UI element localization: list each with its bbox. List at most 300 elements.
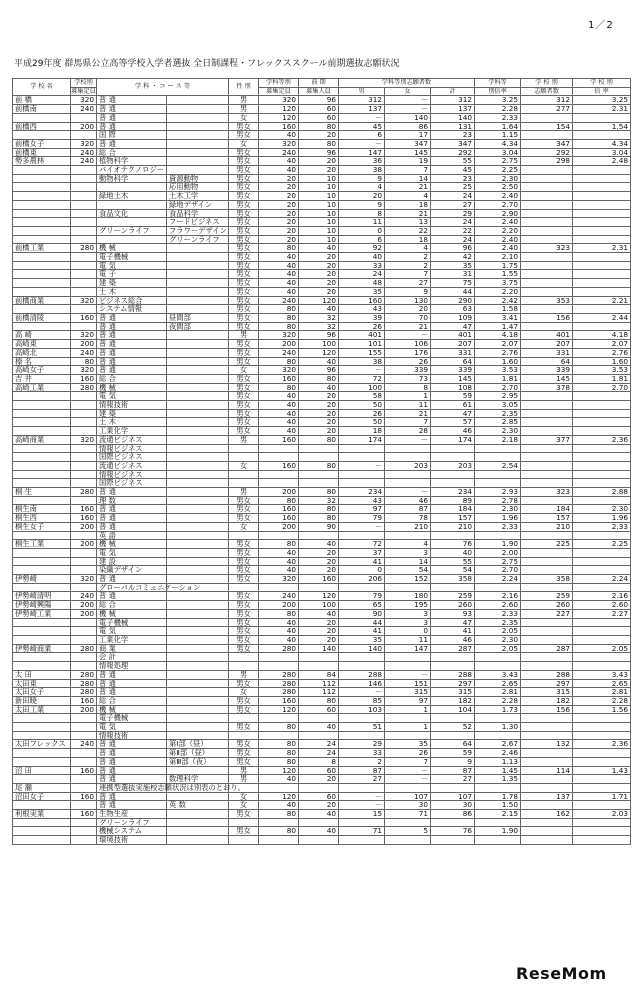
early-quota-cell: 96 [299,96,339,105]
dept-ratio-cell: 2.40 [475,244,521,253]
dept-quota-cell: 320 [259,366,299,375]
male-count-cell: 38 [339,166,385,175]
early-quota-cell: 20 [299,253,339,262]
early-quota-cell: 20 [299,157,339,166]
dept-ratio-cell: 2.40 [475,235,521,244]
total-count-cell: 182 [431,696,475,705]
gender-cell: 男 [229,435,259,444]
sub-course-cell [167,488,229,497]
dept-ratio-cell: 2.00 [475,548,521,557]
school-applicants-cell: 225 [521,540,573,549]
sub-course-cell [167,705,229,714]
gender-cell: 男 [229,775,259,784]
early-quota-cell: 80 [299,374,339,383]
gender-cell: 男女 [229,279,259,288]
school-name-cell [13,827,71,836]
school-ratio-cell: 2.44 [573,313,631,322]
sub-course-cell [167,723,229,732]
school-ratio-cell [573,200,631,209]
school-quota-cell: 320 [71,435,97,444]
gender-cell: 男女 [229,827,259,836]
dept-ratio-cell: 2.54 [475,461,521,470]
total-count-cell: 140 [431,113,475,122]
sub-course-cell [167,566,229,575]
early-quota-cell: 32 [299,313,339,322]
school-ratio-cell: 1.56 [573,705,631,714]
school-ratio-cell: 2.28 [573,696,631,705]
dept-ratio-cell: 2.30 [475,427,521,436]
gender-cell: 男女 [229,592,259,601]
early-quota-cell: 20 [299,557,339,566]
dept-ratio-cell: 2.16 [475,592,521,601]
female-count-cell: 9 [385,287,431,296]
course-cell: 普 通 [97,113,167,122]
course-cell: 普 通 [97,749,167,758]
dept-ratio-cell: 2.20 [475,287,521,296]
school-name-cell: 前橋工業 [13,244,71,253]
gender-cell: 男女 [229,392,259,401]
school-applicants-cell: 162 [521,810,573,819]
sub-course-cell [167,392,229,401]
total-count-cell: 339 [431,366,475,375]
total-count-cell: 203 [431,461,475,470]
school-quota-cell: 160 [71,514,97,523]
dept-quota-cell: 240 [259,148,299,157]
male-count-cell: 45 [339,122,385,131]
school-applicants-cell [521,714,573,723]
sub-course-cell [167,279,229,288]
school-name-cell: 吉 井 [13,374,71,383]
school-ratio-cell: 2.07 [573,340,631,349]
total-count-cell: 25 [431,183,475,192]
course-cell: 工業化学 [97,427,167,436]
female-count-cell: 151 [385,679,431,688]
early-quota-cell: 40 [299,540,339,549]
male-count-cell: 11 [339,218,385,227]
dept-ratio-cell: 2.28 [475,696,521,705]
gender-cell: 男女 [229,148,259,157]
sub-course-cell [167,157,229,166]
gender-cell: 男女 [229,740,259,749]
early-quota-cell: 10 [299,183,339,192]
female-count-cell: 21 [385,209,431,218]
school-quota-cell [71,618,97,627]
gender-cell: 男女 [229,557,259,566]
female-count-cell: 7 [385,270,431,279]
school-quota-cell: 160 [71,766,97,775]
school-name-cell [13,183,71,192]
female-count-cell: － [385,331,431,340]
gender-cell: 男女 [229,757,259,766]
total-count-cell [431,653,475,662]
school-quota-cell [71,461,97,470]
early-quota-cell: 20 [299,418,339,427]
total-count-cell: 109 [431,313,475,322]
header-early-bottom: 募集人員 [299,87,339,96]
total-count-cell: 59 [431,749,475,758]
early-quota-cell: 8 [299,757,339,766]
early-quota-cell: 80 [299,488,339,497]
total-count-cell: 42 [431,253,475,262]
sub-course-cell: グリーンライフ [167,235,229,244]
dept-quota-cell: 80 [259,723,299,732]
school-quota-cell [71,627,97,636]
page-number: 1／2 [588,20,614,31]
dept-quota-cell: 80 [259,383,299,392]
school-quota-cell: 200 [71,122,97,131]
school-ratio-cell [573,166,631,175]
female-count-cell: 26 [385,357,431,366]
dept-quota-cell: 40 [259,775,299,784]
table-row [13,757,631,766]
male-count-cell: 206 [339,575,385,584]
school-applicants-cell [521,174,573,183]
school-name-cell [13,470,71,479]
school-quota-cell [71,775,97,784]
school-quota-cell: 200 [71,705,97,714]
total-count-cell: 315 [431,688,475,697]
gender-cell: 男女 [229,166,259,175]
early-quota-cell: 100 [299,601,339,610]
school-name-cell: 伊勢崎商業 [13,644,71,653]
male-count-cell [339,783,385,792]
dept-quota-cell: 80 [259,740,299,749]
school-applicants-cell [521,270,573,279]
male-count-cell: － [339,792,385,801]
female-count-cell: 21 [385,409,431,418]
dept-ratio-cell: 2.60 [475,601,521,610]
sub-course-cell [167,662,229,671]
school-quota-cell: 280 [71,644,97,653]
gender-cell: 男女 [229,505,259,514]
school-name-cell [13,253,71,262]
male-count-cell: － [339,801,385,810]
gender-cell: 男女 [229,261,259,270]
female-count-cell: 97 [385,696,431,705]
course-cell: 情報技術 [97,401,167,410]
total-count-cell: 358 [431,575,475,584]
early-quota-cell: 60 [299,105,339,114]
course-cell: 総 合 [97,601,167,610]
dept-quota-cell [259,783,299,792]
male-count-cell: 26 [339,409,385,418]
school-quota-cell [71,270,97,279]
table-row [13,575,631,584]
dept-ratio-cell: 1.15 [475,131,521,140]
dept-quota-cell: 80 [259,244,299,253]
school-quota-cell [71,749,97,758]
dept-quota-cell: 320 [259,575,299,584]
school-quota-cell [71,470,97,479]
school-applicants-cell [521,392,573,401]
female-count-cell: 27 [385,279,431,288]
school-name-cell: 桐生南 [13,505,71,514]
sub-course-cell [167,401,229,410]
dept-quota-cell: 40 [259,801,299,810]
school-ratio-cell: 3.53 [573,366,631,375]
dept-ratio-cell: 2.33 [475,609,521,618]
dept-quota-cell: 80 [259,609,299,618]
female-count-cell: 21 [385,322,431,331]
course-cell: 機 械 [97,609,167,618]
school-quota-cell [71,261,97,270]
male-count-cell: 35 [339,287,385,296]
total-count-cell: 55 [431,157,475,166]
school-quota-cell: 320 [71,139,97,148]
gender-cell: 男女 [229,157,259,166]
school-name-cell [13,548,71,557]
dept-quota-cell: 160 [259,122,299,131]
female-count-cell: 1 [385,705,431,714]
table-row [13,139,631,148]
sub-course-cell [167,131,229,140]
gender-cell: 男女 [229,810,259,819]
school-ratio-cell [573,827,631,836]
dept-ratio-cell: 3.53 [475,366,521,375]
dept-ratio-cell [475,653,521,662]
early-quota-cell: 20 [299,548,339,557]
school-name-cell: 榛 名 [13,357,71,366]
female-count-cell: 210 [385,522,431,531]
course-cell: 商 業 [97,644,167,653]
gender-cell [229,653,259,662]
school-quota-cell: 320 [71,366,97,375]
table-row [13,200,631,209]
school-name-cell: 新田暁 [13,696,71,705]
school-applicants-cell [521,836,573,845]
school-applicants-cell: 132 [521,740,573,749]
gender-cell: 男女 [229,496,259,505]
early-quota-cell: 60 [299,705,339,714]
gender-cell: 男女 [229,575,259,584]
table-row [13,340,631,349]
dept-ratio-cell: 1.58 [475,305,521,314]
sub-course-cell [167,522,229,531]
dept-quota-cell: 120 [259,792,299,801]
school-ratio-cell: 2.30 [573,505,631,514]
early-quota-cell: 90 [299,522,339,531]
male-count-cell: 41 [339,557,385,566]
school-ratio-cell: 2.16 [573,592,631,601]
dept-ratio-cell: 2.76 [475,348,521,357]
school-name-cell [13,749,71,758]
female-count-cell: 0 [385,627,431,636]
course-cell: 総 合 [97,696,167,705]
school-applicants-cell [521,461,573,470]
early-quota-cell: 80 [299,696,339,705]
school-name-cell: 太田女子 [13,688,71,697]
male-count-cell [339,653,385,662]
school-ratio-cell [573,662,631,671]
gender-cell: 男女 [229,609,259,618]
school-ratio-cell: 2.36 [573,740,631,749]
sub-course-cell [167,409,229,418]
gender-cell: 男女 [229,618,259,627]
dept-ratio-cell: 2.07 [475,340,521,349]
school-quota-cell: 280 [71,383,97,392]
early-quota-cell [299,662,339,671]
school-quota-cell: 160 [71,313,97,322]
sub-course-cell [167,531,229,540]
male-count-cell [339,470,385,479]
total-count-cell: 22 [431,226,475,235]
course-cell: 機 械 [97,540,167,549]
school-name-cell [13,401,71,410]
early-quota-cell: 20 [299,636,339,645]
dept-quota-cell: 120 [259,705,299,714]
dept-ratio-cell: 2.24 [475,575,521,584]
school-applicants-cell [521,757,573,766]
school-quota-cell [71,200,97,209]
school-name-cell: 前橋商業 [13,296,71,305]
school-ratio-cell [573,653,631,662]
early-quota-cell: 20 [299,409,339,418]
school-ratio-cell [573,409,631,418]
early-quota-cell: 112 [299,688,339,697]
school-quota-cell [71,714,97,723]
header-school-app-bottom: 志願者数 [521,87,573,96]
early-quota-cell: 10 [299,235,339,244]
total-count-cell: 157 [431,514,475,523]
dept-ratio-cell: 1.50 [475,801,521,810]
early-quota-cell: 20 [299,270,339,279]
female-count-cell: 176 [385,348,431,357]
male-count-cell: － [339,688,385,697]
header-school-quota-top: 学校別 [71,79,97,88]
table-row [13,313,631,322]
gender-cell: 男 [229,96,259,105]
table-row [13,287,631,296]
dept-ratio-cell: 3.75 [475,279,521,288]
total-count-cell: 96 [431,244,475,253]
school-applicants-cell: 339 [521,366,573,375]
female-count-cell: － [385,105,431,114]
school-applicants-cell: 210 [521,522,573,531]
header-school-ratio-bottom: 倍 率 [573,87,631,96]
gender-cell: 男女 [229,287,259,296]
school-ratio-cell: 2.70 [573,383,631,392]
dept-quota-cell: 40 [259,557,299,566]
sub-course-cell [167,383,229,392]
logo-text-rese: Rese [516,964,562,983]
course-cell: グローバルコミュニケーション [97,583,167,592]
course-cell: 普 通 [97,757,167,766]
male-count-cell: 48 [339,279,385,288]
course-cell: 流通ビジネス [97,435,167,444]
school-name-cell: 伊勢崎 [13,575,71,584]
school-name-cell [13,557,71,566]
female-count-cell: 35 [385,740,431,749]
dept-ratio-cell: 2.40 [475,218,521,227]
dept-quota-cell: 40 [259,566,299,575]
dept-quota-cell: 80 [259,357,299,366]
logo-text-mom: Mom [561,964,607,983]
total-count-cell: 57 [431,418,475,427]
male-count-cell: 33 [339,261,385,270]
early-quota-cell: 40 [299,383,339,392]
total-count-cell: 40 [431,548,475,557]
school-quota-cell [71,548,97,557]
total-count-cell: 9 [431,757,475,766]
dept-ratio-cell: 1.64 [475,122,521,131]
school-ratio-cell: 2.05 [573,644,631,653]
school-quota-cell: 80 [71,357,97,366]
dept-quota-cell: 20 [259,209,299,218]
school-name-cell: 沼田女子 [13,792,71,801]
header-school-ratio-top: 学 校 別 [573,79,631,88]
school-ratio-cell [573,209,631,218]
early-quota-cell: 40 [299,305,339,314]
school-applicants-cell: 298 [521,157,573,166]
dept-ratio-cell: 1.81 [475,374,521,383]
total-count-cell: 260 [431,601,475,610]
table-row [13,166,631,175]
sub-course-cell [167,374,229,383]
course-cell: 普 通 [97,740,167,749]
total-count-cell [431,836,475,845]
early-quota-cell: 20 [299,279,339,288]
dept-ratio-cell: 2.33 [475,113,521,122]
total-count-cell: 86 [431,810,475,819]
school-name-cell [13,409,71,418]
male-count-cell: 2 [339,757,385,766]
total-count-cell: 331 [431,348,475,357]
dept-quota-cell: 40 [259,270,299,279]
table-row [13,548,631,557]
male-count-cell: 8 [339,209,385,218]
female-count-cell: 2 [385,253,431,262]
early-quota-cell: 20 [299,618,339,627]
school-applicants-cell: 156 [521,313,573,322]
early-quota-cell: 120 [299,296,339,305]
early-quota-cell: 32 [299,322,339,331]
dept-quota-cell: 80 [259,757,299,766]
total-count-cell: 30 [431,801,475,810]
total-count-cell: 287 [431,644,475,653]
school-name-cell: 伊勢崎工業 [13,609,71,618]
early-quota-cell: 84 [299,670,339,679]
course-cell: 理 数 [97,496,167,505]
gender-cell: 男女 [229,418,259,427]
course-cell: 電子機械 [97,618,167,627]
school-ratio-cell [573,183,631,192]
gender-cell: 男女 [229,122,259,131]
school-applicants-cell [521,418,573,427]
school-quota-cell: 160 [71,374,97,383]
school-name-cell [13,453,71,462]
school-name-cell: 高崎工業 [13,383,71,392]
early-quota-cell: 10 [299,226,339,235]
course-cell: 普 通 [97,139,167,148]
gender-cell: 男女 [229,749,259,758]
course-cell: 機械システム [97,827,167,836]
dept-quota-cell [259,470,299,479]
gender-cell: 男 [229,670,259,679]
male-count-cell: － [339,113,385,122]
school-ratio-cell: 2.31 [573,244,631,253]
dept-ratio-cell [475,662,521,671]
sub-course-cell: 応用動物 [167,183,229,192]
table-row [13,192,631,201]
female-count-cell: 22 [385,226,431,235]
gender-cell: 男女 [229,209,259,218]
school-name-cell [13,461,71,470]
early-quota-cell: 10 [299,174,339,183]
gender-cell: 男女 [229,627,259,636]
school-quota-cell: 320 [71,96,97,105]
sub-course-cell [167,348,229,357]
total-count-cell: 174 [431,435,475,444]
